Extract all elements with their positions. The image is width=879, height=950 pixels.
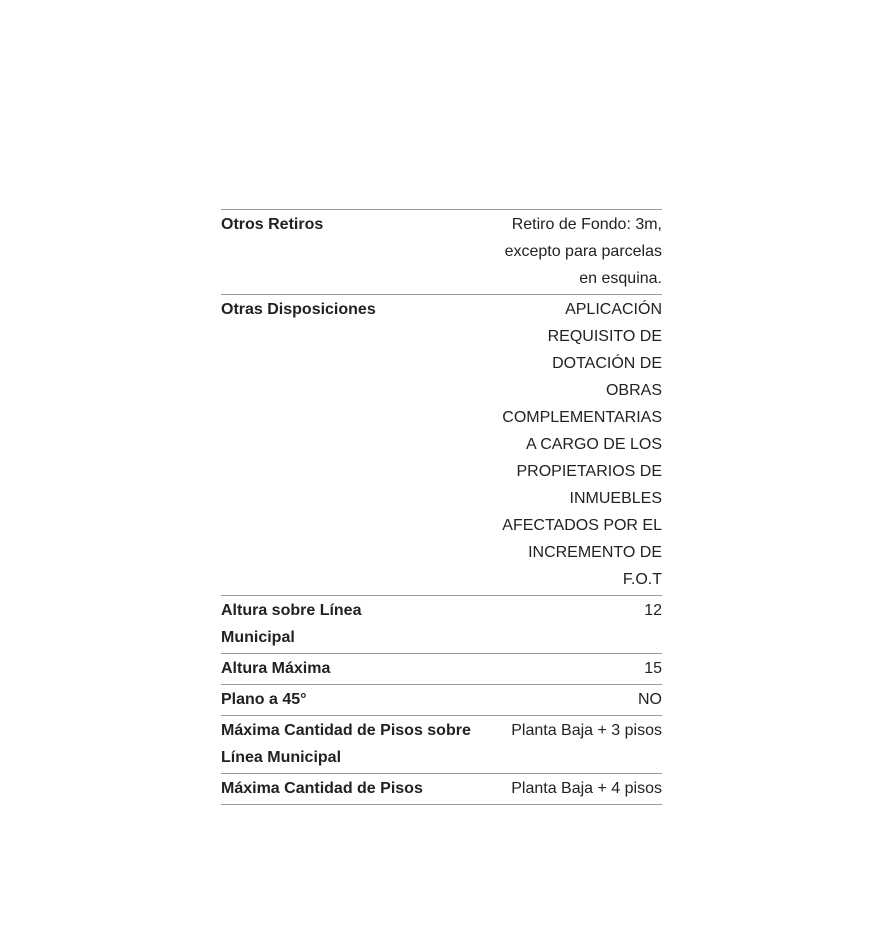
- table-row: [221, 685, 662, 716]
- row-value-pisos-linea-municipal: Planta Baja + 3 pisos: [511, 722, 662, 739]
- table-row: [221, 210, 662, 295]
- row-label-otras-disposiciones: Otras Disposiciones: [221, 301, 376, 318]
- row-label-pisos-maxima: Máxima Cantidad de Pisos: [221, 780, 423, 797]
- table-row: [221, 295, 662, 596]
- table-row: [221, 774, 662, 805]
- row-label-plano-45: Plano a 45°: [221, 691, 307, 708]
- row-label-pisos-linea-municipal: Máxima Cantidad de Pisos sobre Línea Municipal: [221, 722, 471, 766]
- row-value-plano-45: NO: [638, 691, 662, 708]
- table-row: [221, 654, 662, 685]
- table-row: [221, 716, 662, 774]
- row-label-altura-linea-municipal: Altura sobre Línea Municipal: [221, 602, 362, 646]
- table-row: [221, 596, 662, 654]
- row-value-pisos-maxima: Planta Baja + 4 pisos: [511, 780, 662, 797]
- row-value-altura-linea-municipal: 12: [644, 602, 662, 619]
- zoning-spec-table: [221, 209, 662, 805]
- row-value-altura-maxima: 15: [644, 660, 662, 677]
- row-value-otros-retiros: Retiro de Fondo: 3m, excepto para parcelas en esquina.: [504, 216, 662, 287]
- row-label-otros-retiros: Otros Retiros: [221, 216, 324, 233]
- row-label-altura-maxima: Altura Máxima: [221, 660, 331, 677]
- zoning-spec-sheet: [221, 209, 662, 805]
- row-value-otras-disposiciones: APLICACIÓN REQUISITO DE DOTACIÓN DE OBRAS COMPLEMENTARIAS A CARGO DE LOS PROPIETARIOS DE INMUEBLES AFECTADOS POR EL INCREMENTO DE F.O.T: [502, 301, 662, 588]
